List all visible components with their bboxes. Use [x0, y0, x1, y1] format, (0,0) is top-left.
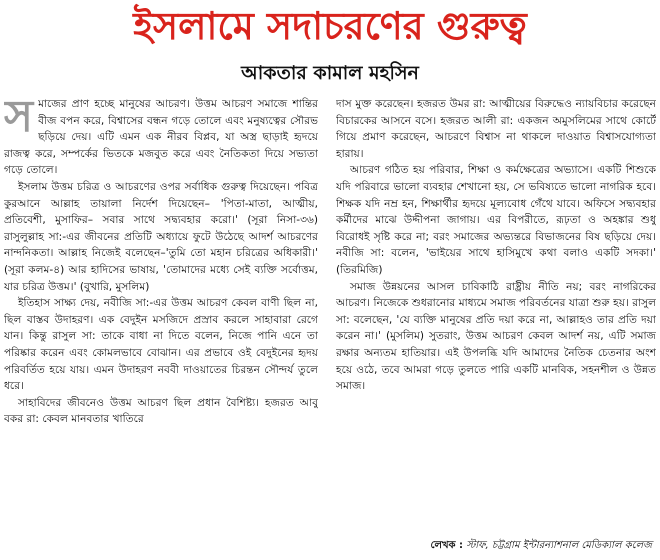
paragraph-7: সমাজ উন্নয়নের আসল চাবিকাঠি রাষ্ট্রীয় নীতি নয়; বরং নাগরিকের আচরণ। নিজেকে শুধরানোর মাধ্যমে সমাজ পরিবর্তনের যাত্রা শুরু হয়। রাসুল সা: বলেছেন, 'যে ব্যক্তি মানুষের প্রতি দয়া করে না, আল্লাহও তার প্রতি দয়া করেন না।' (মুসলিম) সুতরাং, উত্তম আচরণ কেবল আদর্শ নয়, এটি সমাজ রক্ষার অন্যতম হাতিয়ার। এই উপলব্ধি যদি আমাদের নৈতিক চেতনার অংশ হয়ে ওঠে, তবে আমরা গড়ে তুলতে পারি একটি মানবিক, সহনশীল ও উন্নত সমাজ।: [336, 280, 656, 393]
writer-affiliation: স্টাফ, চট্টগ্রাম ইন্টারন্যাশনাল মেডিক্যাল কলেজ: [466, 540, 652, 551]
paragraph-4: সাহাবিদের জীবনেও উত্তম আচরণ ছিল প্রধান বৈশিষ্ট্য। হজরত আবু বকর রা: কেবল মানবতার খাতিরে: [4, 396, 318, 426]
paragraph-3: ইতিহাস সাক্ষ্য দেয়, নবীজি সা:-এর উত্তম আচরণ কেবল বাণী ছিল না, ছিল বাস্তব উদাহরণ। এক বেদুইন মসজিদে প্রস্রাব করলে সাহাবারা রেগে যান। কিন্তু রাসুল সা: তাকে বাধা না দিতে বলেন, নিজে পানি এনে তা পরিষ্কার করেন এবং কোমলভাবে বোঝান। এর প্রভাবে ওই বেদুইনের হৃদয় পরিবর্তিত হয়ে যায়। এমন উদাহরণ নববী দাওয়াতের চিরন্তন সৌন্দর্য তুলে ধরে।: [4, 297, 318, 393]
paragraph-text: মাজের প্রাণ হচ্ছে মানুষের আচরণ। উত্তম আচরণ সমাজে শান্তির বীজ বপন করে, বিশ্বাসের বন্ধন গড়ে তোলে এবং মনুষ্যত্বের সৌরভ ছড়িয়ে দেয়। এটি এমন এক নীরব বিপ্লব, যা অস্ত্র ছাড়াই হৃদয়ে রাজত্ব করে, সম্পর্কের ভিতকে মজবুত করে এবং নৈতিকতা দিয়ে সভ্যতা গড়ে তোলে।: [4, 98, 318, 177]
paragraph-6: আচরণ গঠিত হয় পরিবার, শিক্ষা ও কর্মক্ষেত্রের অভ্যাসে। একটি শিশুকে যদি পরিবারে ভালো ব্যবহার শেখানো হয়, সে ভবিষ্যতে ভালো নাগরিক হবে। শিক্ষক যদি নম্র হন, শিক্ষার্থীর হৃদয়ে মূল্যবোধ গেঁথে যাবে। অফিসে সদ্ব্যবহার কর্মীদের মাঝে উদ্দীপনা জাগায়। এর বিপরীতে, রূঢ়তা ও অহঙ্কার শুধু বিরোধই সৃষ্টি করে না; বরং সমাজের অভ্যন্তরে বিভাজনের বিষ ছড়িয়ে দেয়। নবীজি সা: বলেন, 'ভাইয়ের সাথে হাসিমুখে কথা বলাও একটি সদকা।' (তিরমিজি): [336, 164, 656, 276]
writer-label: লেখক :: [430, 540, 464, 551]
paragraph-1: [4, 96, 318, 179]
writer-credit: [430, 538, 652, 554]
paragraph-5: দাস মুক্ত করেছেন। হজরত উমর রা: আত্মীয়ের বিরুদ্ধেও ন্যায়বিচার করেছেন বিচারকের আসনে বসে। হজরত আলী রা: একজন অমুসলিমের সাথে কোর্টে গিয়ে প্রমাণ করেছেন, আচরণে বিশ্বাস না থাকলে দাওয়াত বিশ্বাসযোগ্যতা হারায়।: [336, 98, 656, 160]
article-column-right: [336, 96, 656, 536]
drop-cap: স: [4, 96, 34, 142]
author-byline: আকতার কামাল মহসিন: [241, 62, 419, 84]
article-column-left: [4, 96, 318, 536]
paragraph-2: ইসলাম উত্তম চরিত্র ও আচরণের ওপর সর্বাধিক গুরুত্ব দিয়েছেন। পবিত্র কুরআনে আল্লাহ তায়ালা নির্দেশ দিয়েছেন– 'পিতা-মাতা, আত্মীয়, প্রতিবেশী, মুসাফির– সবার সাথে সদ্ব্যবহার করো।' (সূরা নিসা-৩৬) রাসুলুল্লাহ সা:-এর জীবনের প্রতিটি অধ্যায়ে ফুটে উঠেছে আদর্শ আচরণের নান্দনিকতা। আল্লাহ নিজেই বলেছেন–'তুমি তো মহান চরিত্রের অধিকারী।' (সূরা কলম-৪) আর হাদিসের ভাষায়, 'তোমাদের মধ্যে সেই ব্যক্তি সর্বোত্তম, যার চরিত্র উত্তম।' (বুখারি, মুসলিম): [4, 180, 318, 293]
article-headline: ইসলামে সদাচরণের গুরুত্ব: [133, 4, 527, 48]
